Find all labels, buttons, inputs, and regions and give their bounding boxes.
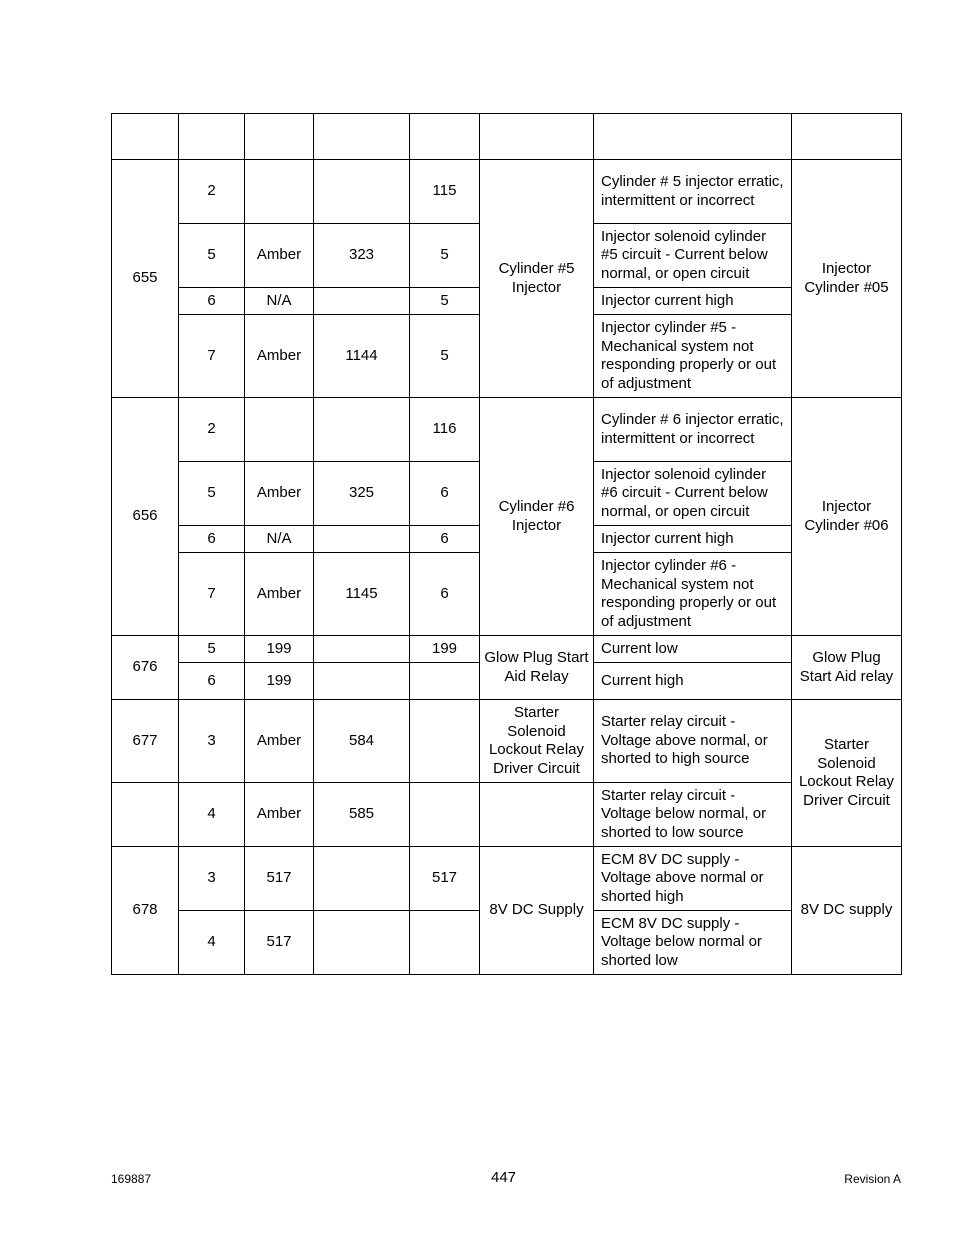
description-cell: Injector solenoid cylinder #5 circuit - Current below normal, or open circuit (594, 224, 792, 288)
header-cell (245, 114, 314, 160)
description-cell: ECM 8V DC supply - Voltage below normal or shorted low (594, 911, 792, 975)
code-cell: 584 (314, 700, 410, 783)
header-row (112, 114, 902, 160)
system-cell: 8V DC supply (792, 847, 902, 975)
system-cell: Injector Cylinder #05 (792, 160, 902, 398)
fmi-cell: 2 (179, 160, 245, 224)
ref-cell: 517 (410, 847, 480, 911)
code-cell (314, 526, 410, 553)
fmi-cell: 3 (179, 700, 245, 783)
component-cell: Cylinder #6 Injector (480, 398, 594, 636)
ref-cell (410, 911, 480, 975)
description-cell: Current low (594, 636, 792, 663)
fmi-cell: 6 (179, 663, 245, 700)
code-cell (314, 398, 410, 462)
ref-cell: 5 (410, 288, 480, 315)
ref-cell: 5 (410, 315, 480, 398)
fmi-cell: 6 (179, 288, 245, 315)
table-row (112, 700, 902, 783)
fmi-cell: 5 (179, 636, 245, 663)
lamp-cell: Amber (245, 462, 314, 526)
table-row (112, 398, 902, 462)
ref-cell: 115 (410, 160, 480, 224)
description-cell: Injector current high (594, 288, 792, 315)
ref-cell: 6 (410, 462, 480, 526)
ref-cell: 6 (410, 526, 480, 553)
ref-cell: 199 (410, 636, 480, 663)
code-cell: 325 (314, 462, 410, 526)
lamp-cell: Amber (245, 553, 314, 636)
ref-cell: 6 (410, 553, 480, 636)
header-cell (314, 114, 410, 160)
code-cell: 323 (314, 224, 410, 288)
lamp-cell: Amber (245, 224, 314, 288)
lamp-cell: 199 (245, 663, 314, 700)
page-number: 447 (491, 1169, 517, 1186)
fault-id-cell: 656 (112, 398, 179, 636)
description-cell: ECM 8V DC supply - Voltage above normal or shorted high (594, 847, 792, 911)
lamp-cell: Amber (245, 700, 314, 783)
fmi-cell: 2 (179, 398, 245, 462)
component-cell: 8V DC Supply (480, 847, 594, 975)
fault-id-cell: 655 (112, 160, 179, 398)
code-cell (314, 160, 410, 224)
description-cell: Cylinder # 6 injector erratic, intermittent or incorrect (594, 398, 792, 462)
code-cell (314, 636, 410, 663)
lamp-cell: Amber (245, 783, 314, 847)
fault-id-cell: 678 (112, 847, 179, 975)
lamp-cell: 199 (245, 636, 314, 663)
fmi-cell: 4 (179, 911, 245, 975)
description-cell: Injector cylinder #5 - Mechanical system not responding properly or out of adjustment (594, 315, 792, 398)
code-cell (314, 847, 410, 911)
fmi-cell: 5 (179, 462, 245, 526)
header-cell (112, 114, 179, 160)
lamp-cell: 517 (245, 847, 314, 911)
fmi-cell: 7 (179, 315, 245, 398)
lamp-cell (245, 160, 314, 224)
description-cell: Injector solenoid cylinder #6 circuit - Current below normal, or open circuit (594, 462, 792, 526)
code-cell (314, 663, 410, 700)
description-cell: Injector cylinder #6 - Mechanical system not responding properly or out of adjustment (594, 553, 792, 636)
header-cell (792, 114, 902, 160)
lamp-cell: N/A (245, 526, 314, 553)
lamp-cell: 517 (245, 911, 314, 975)
fault-code-table (111, 113, 902, 975)
fmi-cell: 3 (179, 847, 245, 911)
table-row (112, 160, 902, 224)
description-cell: Starter relay circuit - Voltage above normal, or shorted to high source (594, 700, 792, 783)
fmi-cell: 5 (179, 224, 245, 288)
code-cell (314, 911, 410, 975)
lamp-cell (245, 398, 314, 462)
fmi-cell: 4 (179, 783, 245, 847)
component-cell: Glow Plug Start Aid Relay (480, 636, 594, 700)
lamp-cell: Amber (245, 315, 314, 398)
fmi-cell: 6 (179, 526, 245, 553)
system-cell: Injector Cylinder #06 (792, 398, 902, 636)
table-row (112, 636, 902, 663)
ref-cell (410, 700, 480, 783)
description-cell: Injector current high (594, 526, 792, 553)
description-cell: Current high (594, 663, 792, 700)
code-cell (314, 288, 410, 315)
system-cell: Glow Plug Start Aid relay (792, 636, 902, 700)
revision-label: Revision A (844, 1172, 901, 1186)
ref-cell (410, 783, 480, 847)
document-number: 169887 (111, 1172, 152, 1186)
component-cell: Starter Solenoid Lockout Relay Driver Circuit (480, 700, 594, 783)
code-cell: 585 (314, 783, 410, 847)
header-cell (594, 114, 792, 160)
fault-id-cell (112, 783, 179, 847)
ref-cell (410, 663, 480, 700)
fault-id-cell: 677 (112, 700, 179, 783)
component-cell: Cylinder #5 Injector (480, 160, 594, 398)
component-cell (480, 783, 594, 847)
description-cell: Starter relay circuit - Voltage below normal, or shorted to low source (594, 783, 792, 847)
header-cell (410, 114, 480, 160)
table-row (112, 847, 902, 911)
system-cell: Starter Solenoid Lockout Relay Driver Circuit (792, 700, 902, 847)
header-cell (480, 114, 594, 160)
table-row (112, 783, 902, 847)
header-cell (179, 114, 245, 160)
description-cell: Cylinder # 5 injector erratic, intermittent or incorrect (594, 160, 792, 224)
code-cell: 1144 (314, 315, 410, 398)
ref-cell: 116 (410, 398, 480, 462)
fmi-cell: 7 (179, 553, 245, 636)
ref-cell: 5 (410, 224, 480, 288)
code-cell: 1145 (314, 553, 410, 636)
lamp-cell: N/A (245, 288, 314, 315)
fault-id-cell: 676 (112, 636, 179, 700)
